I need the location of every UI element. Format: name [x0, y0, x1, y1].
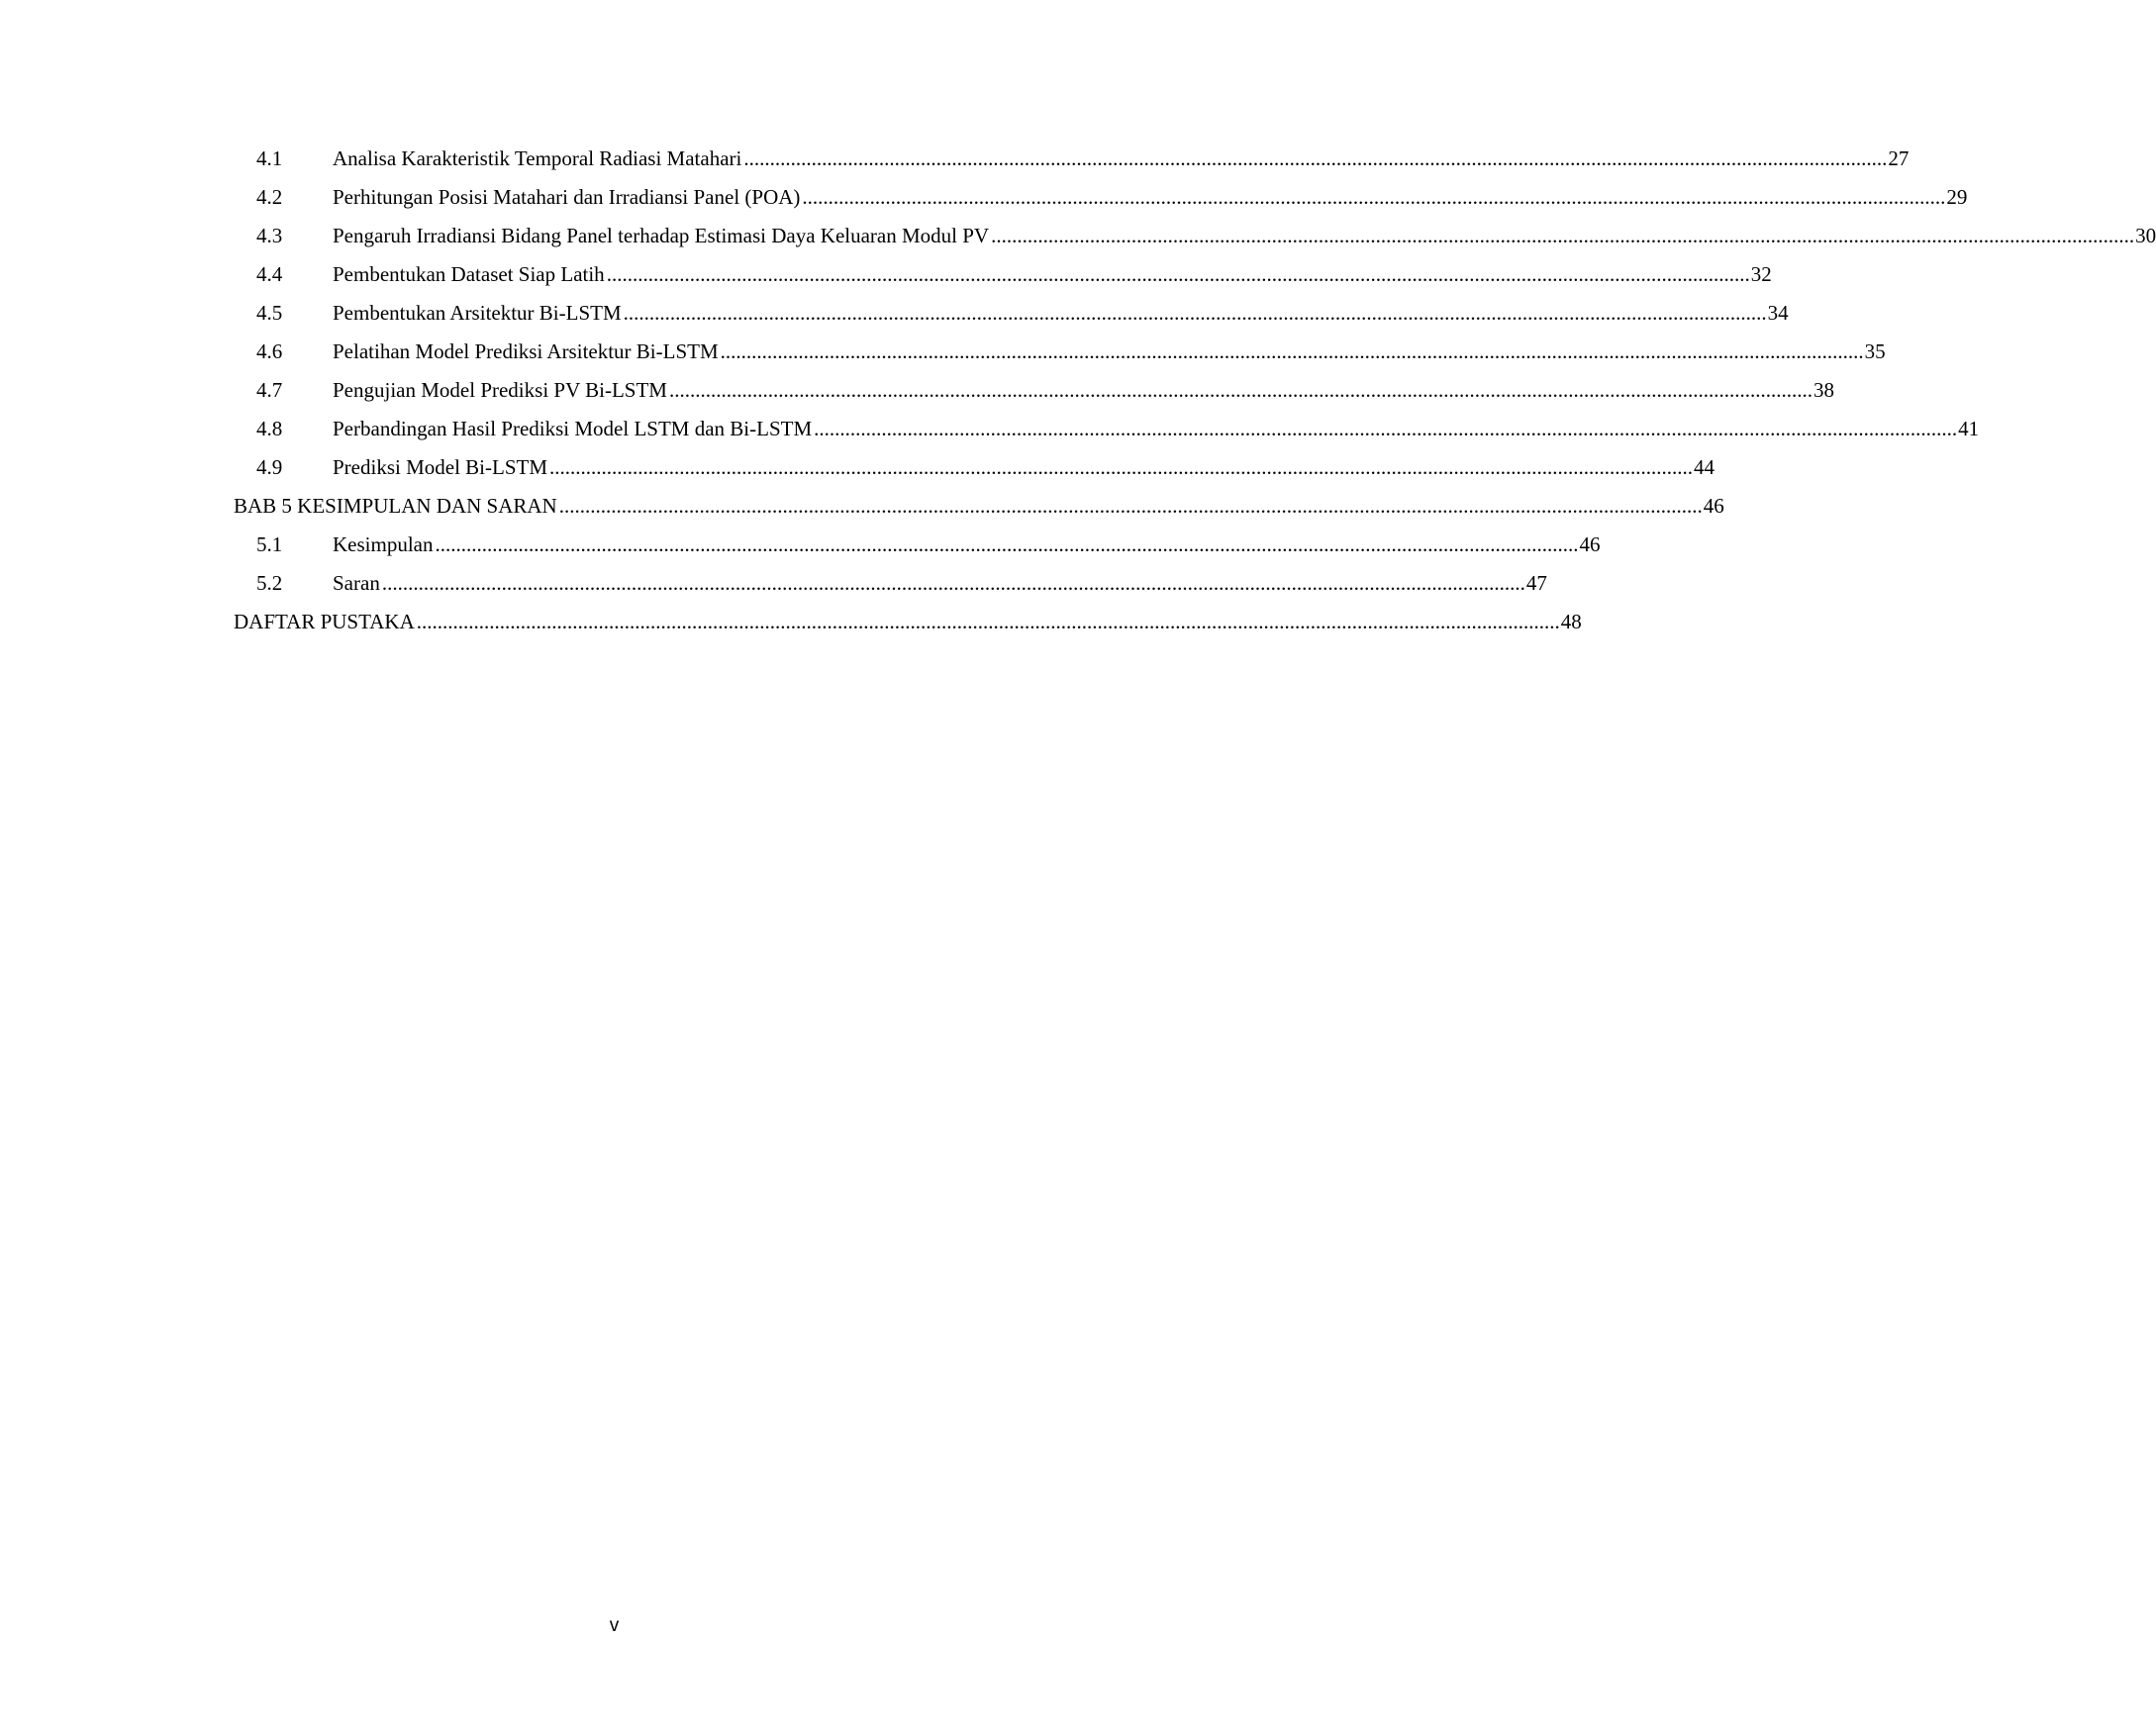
page-number: v [609, 1615, 620, 1636]
toc-entry-number: 4.2 [256, 185, 283, 209]
toc-chapter-entry[interactable] [234, 607, 1582, 636]
dot-leader: ............................................................................................................................................................................................................................ [416, 610, 1560, 633]
toc-entry-title: Pembentukan Arsitektur Bi-LSTM [333, 301, 622, 325]
toc-entry-title: Pengujian Model Prediksi PV Bi-LSTM [333, 378, 667, 402]
dot-leader: ............................................................................................................................................................................................................................ [606, 262, 1750, 286]
toc-entry-page: 27 [1888, 146, 1910, 170]
toc-entry-page: 35 [1864, 339, 1886, 363]
dot-leader: ............................................................................................................................................................................................................................ [720, 339, 1864, 363]
toc-entry[interactable] [256, 221, 2156, 250]
toc-entry-title: Saran [333, 571, 380, 595]
toc-entry-page: 34 [1767, 301, 1789, 325]
toc-entry-number: 4.5 [256, 301, 283, 325]
toc-entry[interactable] [256, 259, 1772, 289]
toc-entry[interactable] [256, 337, 1886, 366]
toc-entry[interactable] [256, 568, 1547, 598]
toc-entry-number: 4.4 [256, 262, 283, 286]
toc-entry-number: 4.3 [256, 224, 283, 247]
dot-leader: ............................................................................................................................................................................................................................ [381, 571, 1525, 595]
toc-entry-title: DAFTAR PUSTAKA [234, 610, 415, 633]
toc-entry-page: 30 [2135, 224, 2156, 247]
toc-entry-title: BAB 5 KESIMPULAN DAN SARAN [234, 494, 557, 518]
toc-entry-title: Pelatihan Model Prediksi Arsitektur Bi-LSTM [333, 339, 719, 363]
toc-entry-page: 41 [1958, 417, 1980, 440]
toc-entry-title: Perhitungan Posisi Matahari dan Irradiansi Panel (POA) [333, 185, 801, 209]
toc-entry-page: 44 [1694, 455, 1715, 479]
toc-entry-page: 38 [1813, 378, 1834, 402]
toc-entry-title: Pembentukan Dataset Siap Latih [333, 262, 605, 286]
toc-entry-number: 5.2 [256, 571, 283, 595]
toc-entry-title: Prediksi Model Bi-LSTM [333, 455, 548, 479]
dot-leader: ............................................................................................................................................................................................................................ [991, 224, 2135, 247]
toc-entry-title: Pengaruh Irradiansi Bidang Panel terhadap Estimasi Daya Keluaran Modul PV [333, 224, 990, 247]
toc-entry[interactable] [256, 375, 1834, 405]
dot-leader: ............................................................................................................................................................................................................................ [743, 146, 1888, 170]
toc-entry-page: 48 [1560, 610, 1582, 633]
dot-leader: ............................................................................................................................................................................................................................ [623, 301, 1767, 325]
toc-entry[interactable] [256, 144, 1910, 173]
toc-entry-title: Analisa Karakteristik Temporal Radiasi Matahari [333, 146, 742, 170]
toc-entry-title: Perbandingan Hasil Prediksi Model LSTM dan Bi-LSTM [333, 417, 813, 440]
toc-entry-number: 4.9 [256, 455, 283, 479]
dot-leader: ............................................................................................................................................................................................................................ [802, 185, 1946, 209]
dot-leader: ............................................................................................................................................................................................................................ [668, 378, 1813, 402]
toc-entry-number: 4.7 [256, 378, 283, 402]
toc-entry[interactable] [256, 530, 1601, 559]
dot-leader: ............................................................................................................................................................................................................................ [814, 417, 1958, 440]
toc-entry-page: 46 [1579, 532, 1601, 556]
toc-entry-title: Kesimpulan [333, 532, 434, 556]
toc-entry-page: 46 [1703, 494, 1724, 518]
table-of-contents [0, 0, 2156, 693]
toc-entry-page: 29 [1946, 185, 1968, 209]
toc-entry-page: 47 [1525, 571, 1547, 595]
toc-entry-number: 5.1 [256, 532, 283, 556]
dot-leader: ............................................................................................................................................................................................................................ [558, 494, 1703, 518]
toc-entry[interactable] [256, 414, 1980, 443]
toc-entry-number: 4.6 [256, 339, 283, 363]
toc-entry-number: 4.8 [256, 417, 283, 440]
dot-leader: ............................................................................................................................................................................................................................ [549, 455, 1694, 479]
dot-leader: ............................................................................................................................................................................................................................ [435, 532, 1579, 556]
toc-entry-number: 4.1 [256, 146, 283, 170]
toc-entry[interactable] [256, 182, 1968, 212]
toc-entry-page: 32 [1750, 262, 1772, 286]
toc-entry[interactable] [256, 452, 1715, 482]
toc-chapter-entry[interactable] [234, 491, 1724, 521]
toc-entry[interactable] [256, 298, 1789, 328]
